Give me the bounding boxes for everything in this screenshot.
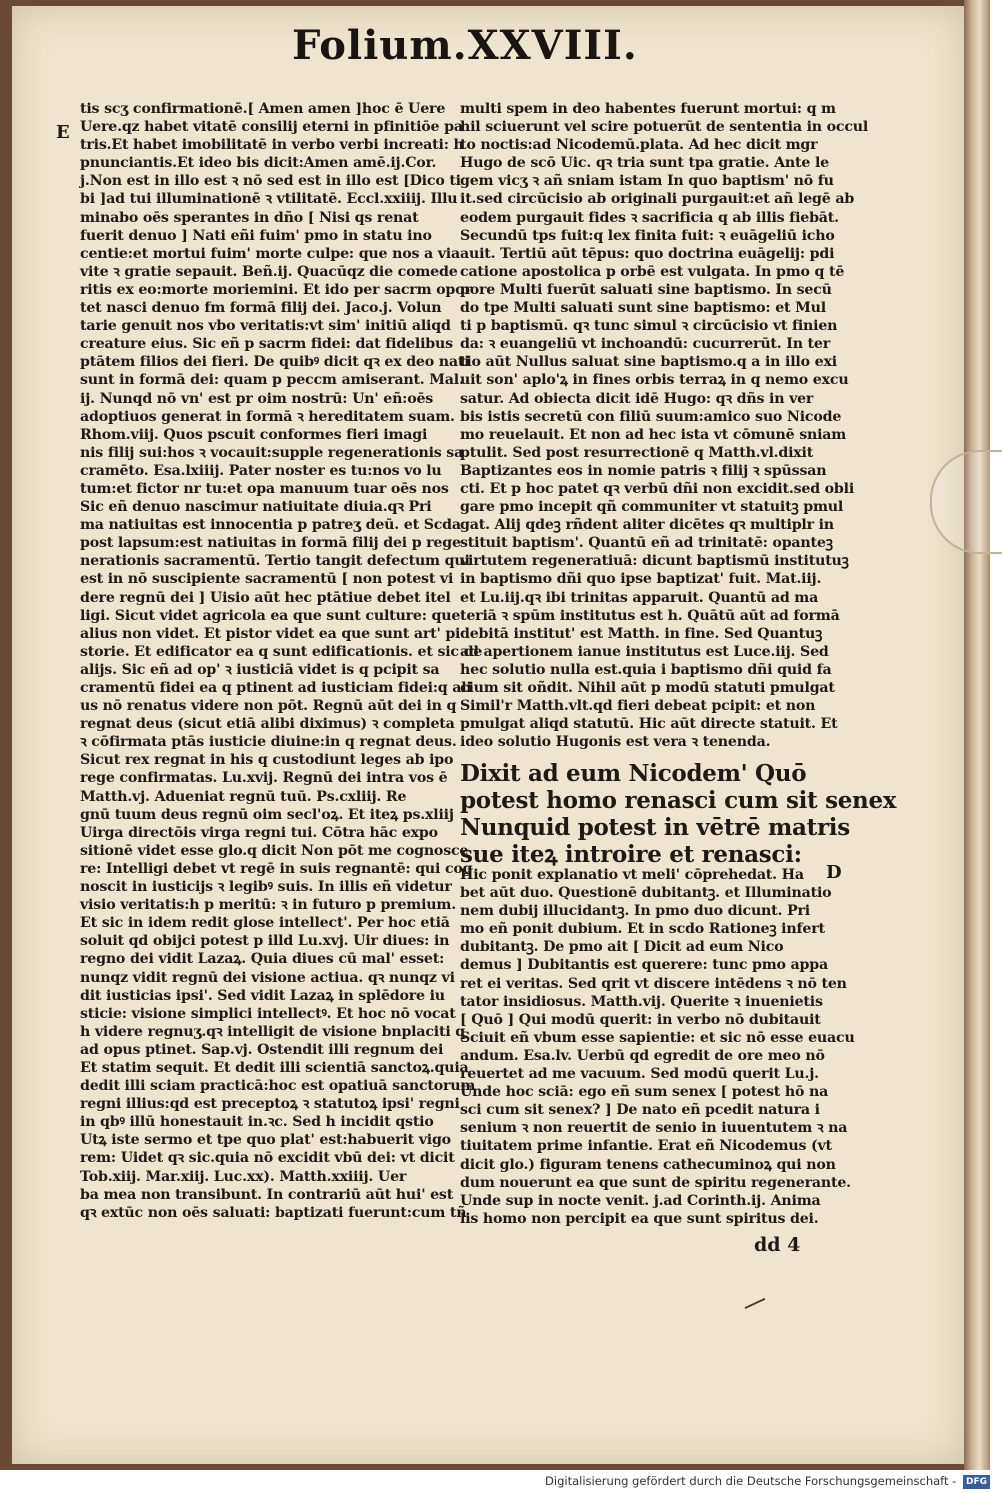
text-line: reuertet ad me vacuum. Sed modū querit Lu.j.	[460, 1066, 819, 1083]
text-line: ba mea non transibunt. In contrariū aūt hui' est	[80, 1186, 454, 1203]
text-line: Sciuit eñ vbum esse sapientie: et sic nō esse euacu	[460, 1029, 855, 1046]
text-line: sitionē videt esse glo.q dicit Non pōt me cognosce	[80, 842, 469, 859]
text-line: sue iteꝝ introire et renasci:	[460, 841, 802, 868]
text-line: da: ꝛ euangeliū vt inchoandū: cucurrerūt. In ter	[460, 336, 831, 353]
text-line: Unde sup in nocte venit. j.ad Corinth.ij. Anima	[460, 1192, 821, 1209]
text-line: debitā institut' est Matth. in fine. Sed Quantuꝫ	[460, 625, 823, 642]
text-line: Tob.xiij. Mar.xiij. Luc.xx). Matth.xxiiij. Uer	[80, 1168, 407, 1185]
text-line: ad apertionem ianue institutus est Luce.iij. Sed	[460, 643, 829, 660]
gathering-signature: dd 4	[754, 1234, 801, 1256]
text-line: ritis ex eo:morte moriemini. Et ido per sacrm opor	[80, 281, 472, 298]
text-line: Sicut rex regnat in his q custodiunt leges ab ipo	[80, 752, 454, 769]
dfg-logo: DFG	[963, 1475, 990, 1489]
text-line: re: Intelligi debet vt regē in suis regnantē: qui cog	[80, 860, 473, 877]
text-line: andum. Esa.lv. Uerbū qd egredit de ore meo nō	[460, 1047, 825, 1064]
text-line: h videre regnuʒ.qꝛ intelligit de visione bnplaciti q	[80, 1023, 465, 1040]
text-line: regnat deus (sicut etiā alibi diximus) ꝛ completa	[80, 716, 455, 733]
text-line: teriā ꝛ spūm institutus est h. Quātū aūt ad formā	[460, 607, 840, 624]
text-line: us nō renatus videre non pōt. Regnū aūt dei in q	[80, 698, 457, 715]
text-line: nerationis sacramentū. Tertio tangit defectum qui	[80, 553, 470, 570]
text-line: sci cum sit senex? ] De nato eñ pcedit natura i	[460, 1102, 820, 1119]
text-line: potest homo renasci cum sit senex	[460, 787, 897, 814]
text-line: Simil'r Matth.vlt.qd fieri debeat pcipit: et non	[460, 698, 816, 715]
text-line: Hic ponit explanatio vt meli' cōprehedat. Ha	[460, 867, 804, 883]
text-line: Uere.qz habet vitatē consilij eterni in pfinitiōe pa	[80, 119, 463, 136]
text-line: tris.Et habet imobilitatē in verbo verbi increati: h	[80, 137, 464, 154]
text-line: dedit illi sciam practicā:hoc est opatiuā sanctorum	[80, 1078, 476, 1095]
text-line: Uirga directōis virga regni tui. Cōtra hāc expo	[80, 824, 438, 841]
text-line: tiuitatem prime infantie. Erat eñ Nicodemus (vt	[460, 1138, 832, 1155]
text-line: visio veritatis:h p meritū: ꝛ in futuro p premium.	[80, 897, 456, 914]
text-line: j.Non est in illo est ꝛ nō sed est in illo est [Dico ti	[80, 173, 461, 190]
text-line: do tpe Multi saluati sunt sine baptismo: et Mul	[460, 300, 826, 317]
text-line: vite ꝛ gratie sepauit. Beñ.ij. Quacūqz die comede	[80, 263, 458, 280]
text-line: alijs. Sic eñ ad op' ꝛ iusticiā videt is q pcipit sa	[80, 661, 440, 678]
text-line: tum:et fictor nr tu:et opa manuum tuar oēs nos	[80, 480, 449, 497]
text-line: Sic eñ denuo nascimur natiuitate diuia.qꝛ Pri	[80, 499, 432, 516]
marginal-letter-e: E	[56, 122, 70, 143]
text-line: ligi. Sicut videt agricola ea que sunt culture: que	[80, 607, 461, 624]
text-line: Et statim sequit. Et dedit illi scientiā sanctoꝝ.quia	[80, 1059, 469, 1076]
text-line: regni illius:qd est preceptoꝝ ꝛ statutoꝝ ipsi' regni	[80, 1096, 460, 1113]
text-line: Secundū tps fuit:q lex finita fuit: ꝛ euāgeliū icho	[460, 227, 835, 244]
text-line: hec solutio nulla est.quia i baptismo dñi quid fa	[460, 661, 832, 678]
text-line: [ Quō ] Qui modū querit: in verbo nō dubitauit	[460, 1011, 821, 1028]
text-line: bet aūt duo. Questionē dubitantꝫ. et Illuminatio	[460, 885, 832, 902]
text-line: minabo oēs sperantes in dño [ Nisi qs renat	[80, 209, 419, 226]
text-line: mo reuelauit. Et non ad hec ista vt cōmunē sniam	[460, 426, 847, 443]
text-line: post lapsum:est natiuitas in formā filij dei p rege	[80, 535, 461, 552]
text-line: uit son' aplo'ꝝ in fines orbis terraꝝ in q nemo excu	[460, 372, 849, 389]
text-line: est in nō suscipiente sacramentū [ non potest vi	[80, 571, 454, 588]
text-line: et Lu.iij.qꝛ ibi trinitas apparuit. Quantū ad ma	[460, 589, 819, 606]
text-line: storie. Et edificator ea q sunt edificationis. et sic de	[80, 643, 483, 660]
text-line: fuerit denuo ] Nati eñi fuim' pmo in statu ino	[80, 227, 432, 244]
text-line: bi ]ad tui illuminationē ꝛ vtilitatē. Eccl.xxiiij. Illu	[80, 191, 458, 208]
text-line: soluit qd obijci potest p illd Lu.xvj. Uir diues: in	[80, 933, 450, 950]
text-line: nem dubij illucidantꝫ. In pmo duo dicunt. Pri	[460, 903, 810, 920]
marginal-letter-d: D	[826, 862, 842, 883]
text-line: sunt in formā dei: quam p peccm amiserant. Mal.	[80, 372, 464, 389]
text-line: ad opus ptinet. Sap.vj. Ostendit illi regnum dei	[80, 1041, 444, 1058]
text-line: it.sed circūcisio ab originali purgauit:et añ legē ab	[460, 191, 855, 208]
text-line: adoptiuos generat in formā ꝛ hereditatem suam.	[80, 408, 455, 425]
folio-title: Folium.XXVIII.	[292, 22, 638, 69]
text-line: catione apostolica p orbē est vulgata. In pmo q tē	[460, 263, 845, 280]
text-line: dum nouerunt ea que sunt de spiritu regenerante.	[460, 1174, 851, 1191]
text-line: cti. Et p hoc patet qꝛ verbū dñi non excidit.sed obli	[460, 480, 855, 497]
text-line: rege confirmatas. Lu.xvij. Regnū dei intra vos ē	[80, 770, 448, 787]
text-line: bis istis secretū con filiū suum:amico suo Nicode	[460, 408, 842, 425]
text-line: Nunquid potest in vētrē matris	[460, 814, 850, 841]
text-column-left	[80, 100, 483, 1240]
text-line: stituit baptism'. Quantū eñ ad trinitatē: opanteꝫ	[460, 535, 833, 552]
text-line: eodem purgauit fides ꝛ sacrificia q ab illis fiebāt.	[460, 209, 839, 226]
text-line: gat. Alij qdeꝫ rñdent aliter dicētes qꝛ multiplr in	[460, 517, 834, 534]
text-line: Unde hoc sciā: ego eñ sum senex [ potest hō na	[460, 1084, 829, 1101]
text-line: gare pmo incepit qñ communiter vt statuitꝫ pmul	[460, 499, 844, 516]
text-line: rem: Uidet qꝛ sic.quia nō excidit vbū dei: vt dicit	[80, 1150, 455, 1167]
text-line: mo eñ ponit dubium. Et in scdo Rationeꝫ infert	[460, 921, 825, 938]
text-line: hil sciuerunt vel scire potuerūt de sententia in occul	[460, 119, 869, 136]
text-line: Et sic in idem redit glose intellect'. Per hoc etiā	[80, 915, 450, 932]
text-line: in baptismo dñi quo ipse baptizat' fuit. Mat.iij.	[460, 571, 822, 588]
text-line: tio aūt Nullus saluat sine baptismo.q a in illo exi	[460, 354, 837, 371]
text-line: demus ] Dubitantis est querere: tunc pmo appa	[460, 957, 828, 974]
book-fore-edge	[964, 0, 990, 1470]
text-line: in qbꝰ illū honestauit in.ꝛc. Sed h incidit qstio	[80, 1114, 434, 1131]
text-line: tet nasci denuo fm formā filij dei. Jaco.j. Volun	[80, 300, 442, 317]
text-line: ij. Nunqd nō vn' est pr oim nostrū: Un' eñ:oēs	[80, 390, 434, 407]
text-line: Utꝝ iste sermo et tpe quo plat' est:habuerit vigo	[80, 1132, 451, 1149]
text-line: ma natiuitas est innocentia p patreʒ deū. et Scda	[80, 517, 461, 534]
text-line: lis homo non percipit ea que sunt spiritus dei.	[460, 1210, 819, 1227]
text-line: sticie: visione simplici intellectꝰ. Et hoc nō vocat	[80, 1005, 456, 1022]
text-line: pore Multi fuerūt saluati sine baptismo. In secū	[460, 281, 832, 298]
text-line: satur. Ad obiecta dicit idē Hugo: qꝛ dñs in ver	[460, 390, 814, 407]
text-line: ꝛ cōfirmata ptās iusticie diuine:in q regnat deus.	[80, 734, 457, 751]
text-line: alius non videt. Et pistor videt ea que sunt art' pi	[80, 625, 461, 642]
text-line: dicit glo.) figuram tenens cathecuminoꝝ qui non	[460, 1156, 836, 1173]
text-line: multi spem in deo habentes fuerunt mortui: q m	[460, 101, 836, 117]
text-line: Hugo de scō Uic. qꝛ tria sunt tpa gratie. Ante le	[460, 155, 829, 172]
text-line: to noctis:ad Nicodemū.plata. Ad hec dicit mgr	[460, 137, 818, 154]
text-line: gem vicʒ ꝛ añ sniam istam In quo baptism' nō fu	[460, 173, 834, 190]
text-line: cramentū fidei ea q ptinent ad iusticiam fidei:q ali	[80, 680, 472, 696]
text-line: senium ꝛ non reuertit de senio in iuuentutem ꝛ na	[460, 1120, 848, 1137]
text-line: auit. Tertiū aūt tēpus: quo doctrina euāgelij: pdi	[460, 245, 835, 262]
text-line: Matth.vj. Adueniat regnū tuū. Ps.cxliij. Re	[80, 788, 407, 805]
text-column-right-bottom	[460, 866, 855, 1236]
text-line: ptātem filios dei fieri. De quibꝰ dicit qꝛ ex deo nati	[80, 354, 470, 371]
text-line: tis scʒ confirmationē.[ Amen amen ]hoc ē Uere	[80, 101, 446, 117]
text-line: regno dei vidit Lazaꝝ. Quia diues cū mal' esset:	[80, 951, 445, 968]
text-line: nunqz vidit regnū dei visione actiua. qꝛ nunqz vi	[80, 969, 455, 986]
text-line: ti p baptismū. qꝛ tunc simul ꝛ circūcisio vt finien	[460, 318, 838, 335]
text-line: ret ei veritas. Sed qrit vt discere intēdens ꝛ nō ten	[460, 975, 847, 992]
text-line: gnū tuum deus regnū oim secl'oꝝ. Et iteꝝ ps.xliij	[80, 806, 454, 823]
text-column-right-top	[460, 100, 869, 760]
text-line: tarie genuit nos vbo veritatis:vt sim' initiū aliqd	[80, 318, 451, 335]
text-line: ideo solutio Hugonis est vera ꝛ tenenda.	[460, 734, 771, 751]
text-line: tator insidiosus. Matth.vij. Querite ꝛ inuenietis	[460, 993, 823, 1010]
text-line: Dixit ad eum Nicodem' Quō	[460, 760, 807, 787]
text-line: nis filij sui:hos ꝛ vocauit:supple regenerationis sa	[80, 444, 464, 461]
text-line: qꝛ extūc non oēs saluati: baptizati fuerunt:cum tñ	[80, 1204, 467, 1221]
text-line: cium sit oñdit. Nihil aūt p modū statuti pmulgat	[460, 680, 835, 696]
text-line: noscit in iusticijs ꝛ legibꝰ suis. In illis eñ videtur	[80, 879, 452, 896]
scripture-lemma	[460, 760, 897, 870]
text-line: cramēto. Esa.lxiiij. Pater noster es tu:nos vo lu	[80, 462, 442, 479]
text-line: dere regnū dei ] Uisio aūt hec ptātiue debet itel	[80, 589, 451, 606]
text-line: pnunciantis.Et ideo bis dicit:Amen amē.ij.Cor.	[80, 155, 437, 172]
digitization-credit	[490, 1470, 990, 1492]
text-line: dit iusticias ipsi'. Sed vidit Lazaꝝ in splēdore iu	[80, 987, 445, 1004]
text-line: centie:et mortui fuim' morte culpe: que nos a via	[80, 245, 460, 262]
text-line: Baptizantes eos in nomie patris ꝛ filij ꝛ spūssan	[460, 462, 827, 479]
text-line: creature eius. Sic eñ p sacrm fidei: dat fidelibus	[80, 336, 453, 353]
text-line: virtutem regeneratiuā: dicunt baptismū institutuꝫ	[460, 553, 849, 570]
text-line: ptulit. Sed post resurrectionē q Matth.vl.dixit	[460, 444, 814, 461]
text-line: Rhom.viij. Quos pscuit conformes fieri imagi	[80, 426, 428, 443]
credit-text: Digitalisierung gefördert durch die Deutsche Forschungsgemeinschaft -	[545, 1474, 957, 1488]
text-line: dubitantꝫ. De pmo ait [ Dicit ad eum Nico	[460, 939, 784, 956]
text-line: pmulgat aliqd statutū. Hic aūt directe statuit. Et	[460, 716, 838, 733]
